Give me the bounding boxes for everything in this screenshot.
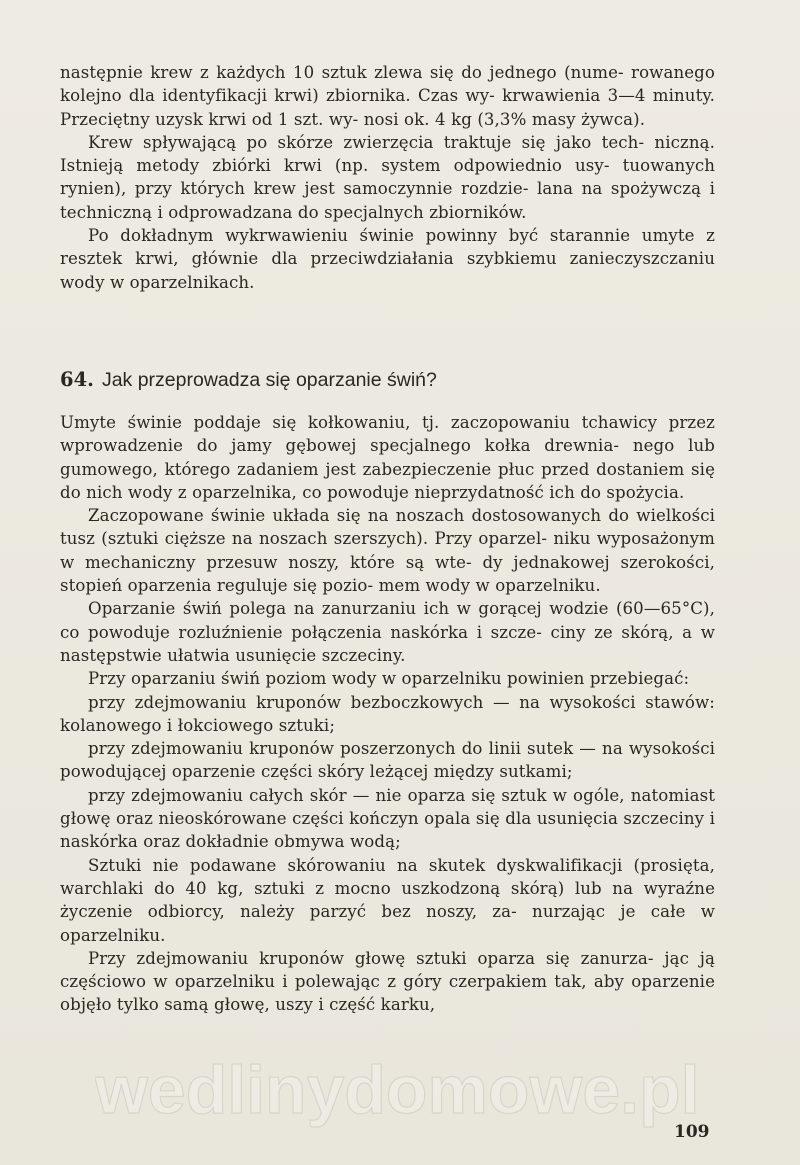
text-block-main: [60, 411, 715, 1017]
section-title: Jak przeprowadza się oparzanie świń?: [101, 369, 437, 391]
paragraph: Zaczopowane świnie układa się na noszach dostosowanych do wielkości tusz (sztuki cięższe na noszach szerszych). Przy oparzel- niku wyposażonym w mechaniczny przesuw noszy, które są wte- dy jednakowej szerokości, stopień oparzenia reguluje się pozio- mem wody w oparzelniku.: [60, 506, 715, 596]
paragraph: Przy zdejmowaniu kruponów głowę sztuki oparza się zanurza- jąc ją częściowo w oparzelniku i polewając z góry czerpakiem tak, aby oparzenie objęło tylko samą głowę, uszy i część karku,: [60, 948, 715, 1015]
paragraph: Krew spływającą po skórze zwierzęcia traktuje się jako tech- niczną. Istnieją metody zbiórki krwi (np. system odpowiednio usy- tuowanych rynien), przy których krew jest samoczynnie rozdzie- lana na spożywczą i techniczną i odprowadzana do specjalnych zbiorników.: [60, 132, 715, 222]
page-number: 109: [674, 1122, 710, 1142]
section-number: 64.: [60, 368, 94, 391]
paragraph: Umyte świnie poddaje się kołkowaniu, tj. zaczopowaniu tchawicy przez wprowadzenie do jamy gębowej specjalnego kołka drewnia- nego lub gumowego, którego zadaniem jest zabezpieczenie płuc przed dostaniem się do nich wody z oparzelnika, co powoduje nieprzydatność ich do spożycia.: [60, 413, 715, 502]
paragraph: Oparzanie świń polega na zanurzaniu ich w gorącej wodzie (60—65°C), co powoduje rozluźnienie połączenia naskórka i szcze- ciny ze skórą, a w następstwie ułatwia usunięcie szczeciny.: [60, 599, 715, 665]
paragraph: Po dokładnym wykrwawieniu świnie powinny być starannie umyte z resztek krwi, głównie dla przeciwdziałania szybkiemu zanieczyszczaniu wody w oparzelnikach.: [60, 226, 715, 292]
text-block-top: [60, 61, 715, 294]
paragraph: Sztuki nie podawane skórowaniu na skutek dyskwalifikacji (prosięta, warchlaki do 40 kg, sztuki z mocno uszkodzoną skórą) lub na wyraźne życzenie odbiorcy, należy parzyć bez noszy, za- nurzając je całe w oparzelniku.: [60, 855, 715, 945]
watermark-logo: [95, 1051, 735, 1131]
paragraph: następnie krew z każdych 10 sztuk zlewa się do jednego (nume- rowanego kolejno dla identyfikacji krwi) zbiornika. Czas wy- krwawienia 3—4 minuty. Przeciętny uzysk krwi od 1 szt. wy- nosi ok. 4 kg (3,3% masy żywca).: [60, 63, 715, 129]
list-item: przy zdejmowaniu kruponów bezboczkowych — na wysokości stawów: kolanowego i łokciowego sztuki;: [60, 692, 715, 735]
watermark-text: wedlinydomowe.pl: [95, 1052, 700, 1128]
paragraph: Przy oparzaniu świń poziom wody w oparzelniku powinien przebiegać:: [88, 669, 690, 689]
list-item: przy zdejmowaniu całych skór — nie oparza się sztuk w ogóle, natomiast głowę oraz nieoskórowane części kończyn opala się dla usunięcia szczeciny i naskórka oraz dokładnie obmywa wodą;: [60, 785, 715, 852]
section-heading: [60, 367, 715, 393]
list-item: przy zdejmowaniu kruponów poszerzonych do linii sutek — na wysokości powodującej oparzenie części skóry leżącej między sutkami;: [60, 739, 715, 782]
